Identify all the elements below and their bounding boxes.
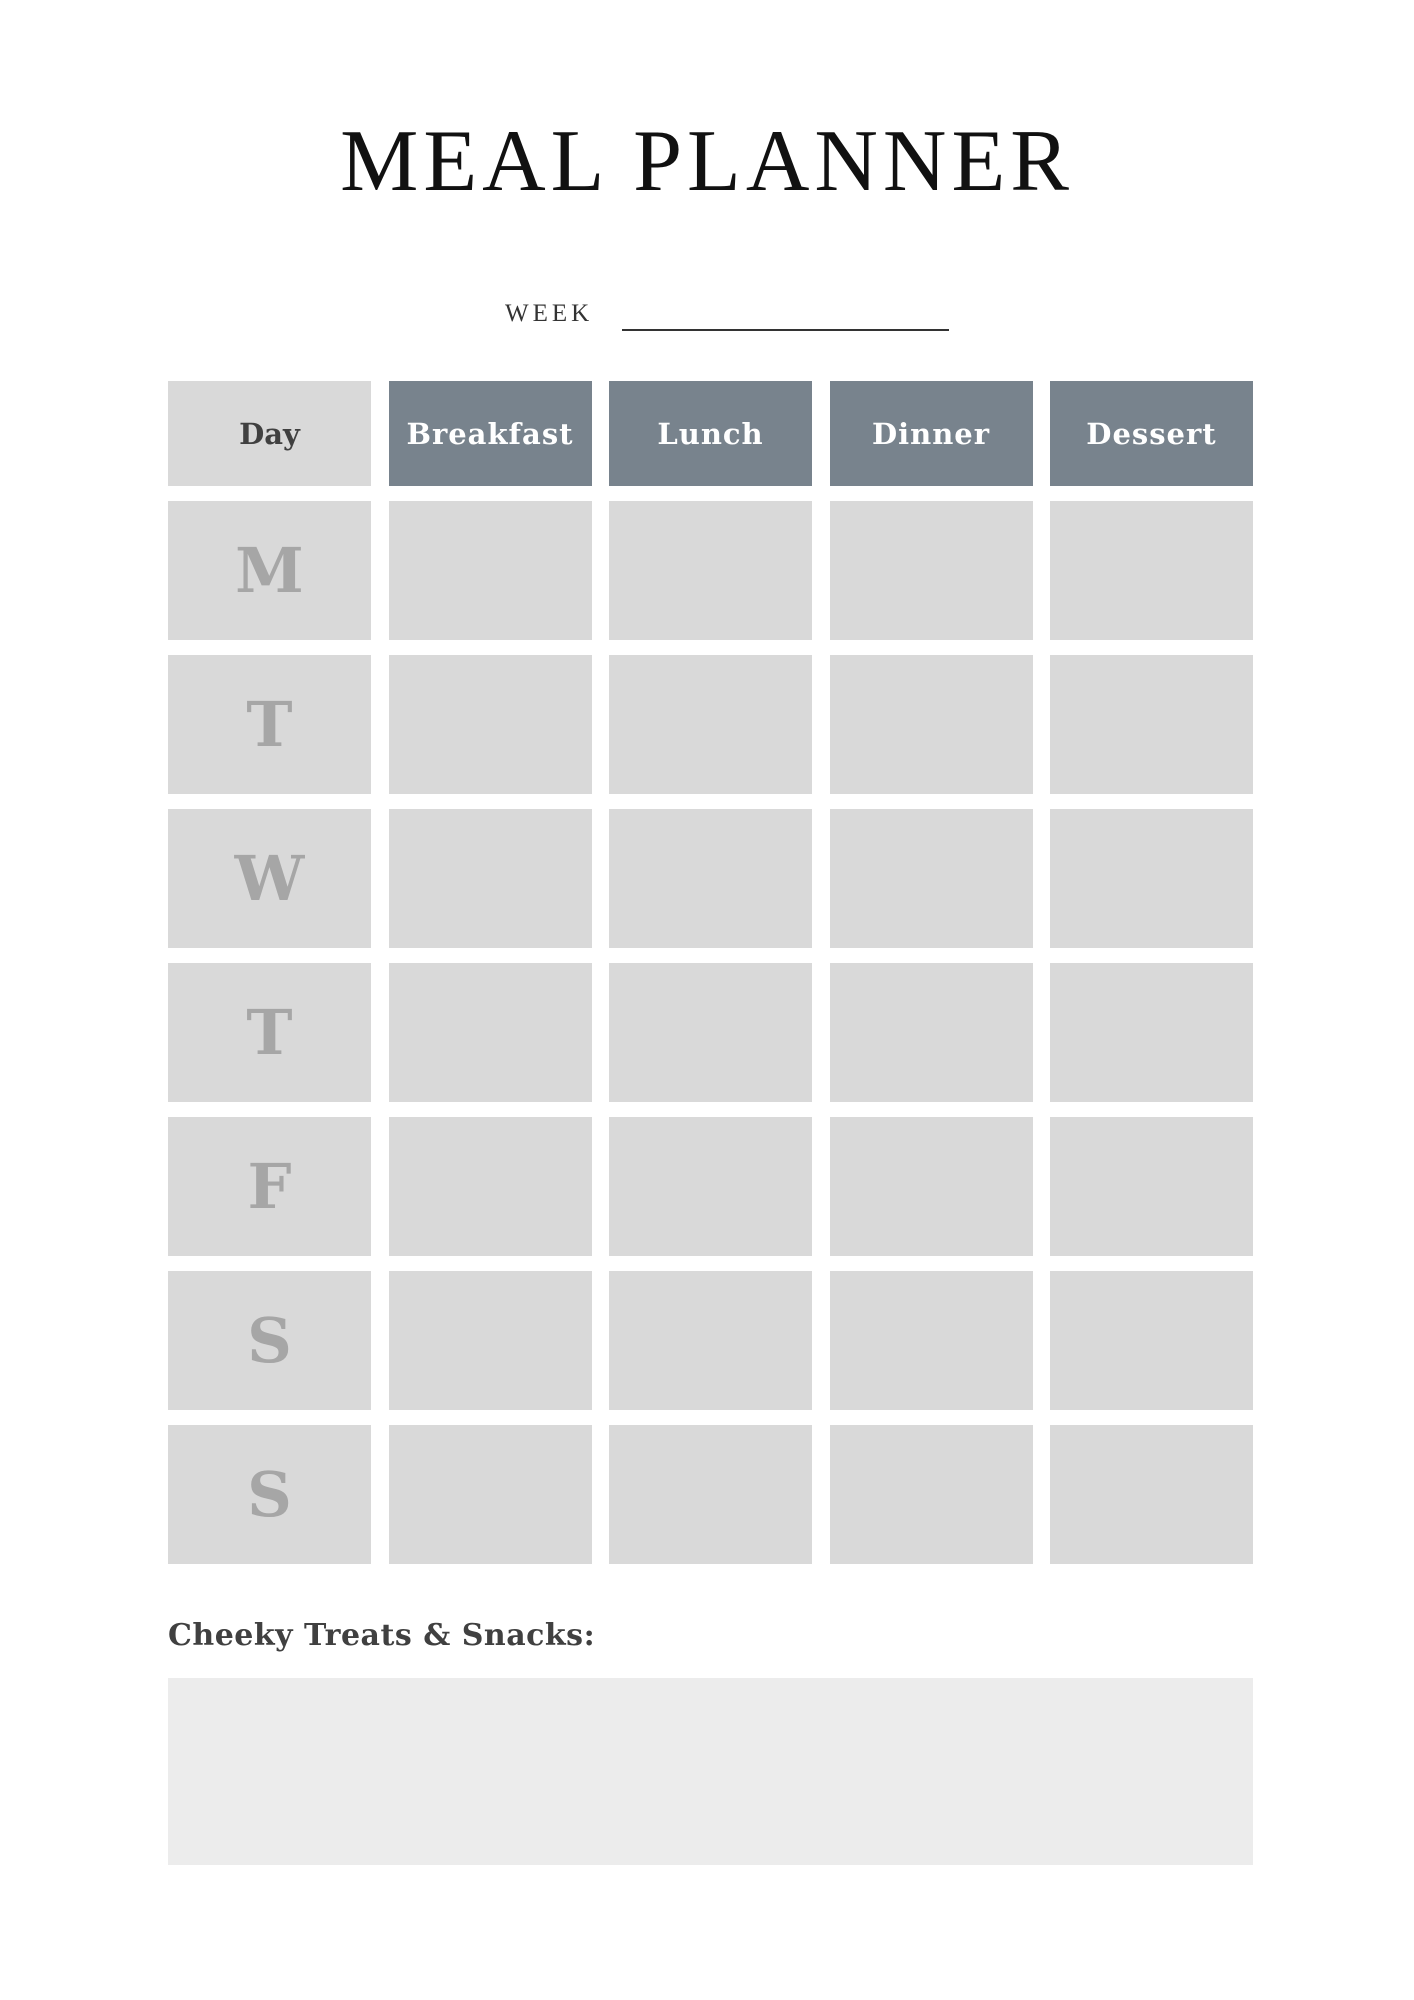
week-label: WEEK (505, 300, 594, 327)
meal-cell-sunday-breakfast[interactable] (389, 1425, 592, 1564)
meal-cell-monday-breakfast[interactable] (389, 501, 592, 640)
day-label-tuesday: T (168, 655, 371, 794)
snacks-box[interactable] (168, 1678, 1253, 1865)
day-label-saturday: S (168, 1271, 371, 1410)
meal-cell-thursday-breakfast[interactable] (389, 963, 592, 1102)
meal-cell-wednesday-lunch[interactable] (609, 809, 812, 948)
meal-cell-friday-lunch[interactable] (609, 1117, 812, 1256)
meal-cell-sunday-dinner[interactable] (830, 1425, 1033, 1564)
column-header-day: Day (168, 381, 371, 486)
meal-cell-sunday-dessert[interactable] (1050, 1425, 1253, 1564)
week-row (505, 296, 975, 336)
day-label-wednesday: W (168, 809, 371, 948)
meal-cell-tuesday-dinner[interactable] (830, 655, 1033, 794)
day-label-sunday: S (168, 1425, 371, 1564)
meal-cell-thursday-dessert[interactable] (1050, 963, 1253, 1102)
meal-cell-saturday-dinner[interactable] (830, 1271, 1033, 1410)
column-header-dessert: Dessert (1050, 381, 1253, 486)
meal-cell-monday-dinner[interactable] (830, 501, 1033, 640)
meal-cell-thursday-lunch[interactable] (609, 963, 812, 1102)
meal-cell-wednesday-breakfast[interactable] (389, 809, 592, 948)
page-title: MEAL PLANNER (340, 113, 1074, 210)
meal-cell-friday-dinner[interactable] (830, 1117, 1033, 1256)
meal-cell-friday-dessert[interactable] (1050, 1117, 1253, 1256)
meal-cell-tuesday-dessert[interactable] (1050, 655, 1253, 794)
week-input-line[interactable] (622, 329, 949, 331)
meal-cell-monday-lunch[interactable] (609, 501, 812, 640)
meal-cell-tuesday-breakfast[interactable] (389, 655, 592, 794)
day-label-friday: F (168, 1117, 371, 1256)
meal-cell-friday-breakfast[interactable] (389, 1117, 592, 1256)
meal-grid (168, 381, 1253, 1564)
column-header-dinner: Dinner (830, 381, 1033, 486)
meal-cell-saturday-dessert[interactable] (1050, 1271, 1253, 1410)
meal-cell-thursday-dinner[interactable] (830, 963, 1033, 1102)
meal-cell-saturday-breakfast[interactable] (389, 1271, 592, 1410)
meal-cell-wednesday-dinner[interactable] (830, 809, 1033, 948)
meal-cell-monday-dessert[interactable] (1050, 501, 1253, 640)
day-label-thursday: T (168, 963, 371, 1102)
meal-cell-wednesday-dessert[interactable] (1050, 809, 1253, 948)
column-header-lunch: Lunch (609, 381, 812, 486)
meal-cell-saturday-lunch[interactable] (609, 1271, 812, 1410)
meal-cell-tuesday-lunch[interactable] (609, 655, 812, 794)
column-header-breakfast: Breakfast (389, 381, 592, 486)
meal-cell-sunday-lunch[interactable] (609, 1425, 812, 1564)
snacks-label: Cheeky Treats & Snacks: (168, 1618, 596, 1653)
day-label-monday: M (168, 501, 371, 640)
